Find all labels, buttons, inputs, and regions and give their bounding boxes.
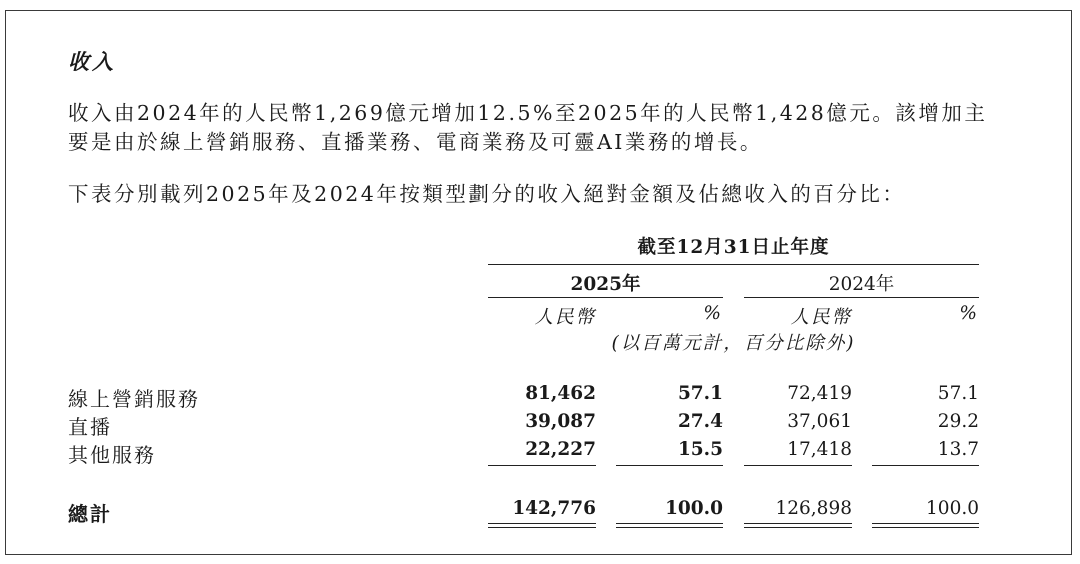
subtotal-rule bbox=[488, 465, 596, 466]
subtotal-rule bbox=[744, 465, 852, 466]
total-double-rule bbox=[872, 523, 979, 528]
cell-value: 72,419 bbox=[787, 383, 852, 404]
year-header-2024: 2024年 bbox=[828, 274, 895, 295]
row-label-live-streaming: 直播 bbox=[68, 415, 112, 439]
cell-value: 81,462 bbox=[525, 383, 596, 404]
row-label-other-services: 其他服務 bbox=[68, 443, 156, 467]
cell-value: 29.2 bbox=[937, 411, 979, 432]
total-double-rule bbox=[488, 523, 596, 528]
year-2025-underline bbox=[488, 297, 723, 298]
year-2024-underline bbox=[744, 297, 979, 298]
total-value: 142,776 bbox=[512, 498, 596, 519]
total-double-rule bbox=[616, 523, 723, 528]
year-header-2025: 2025年 bbox=[570, 274, 641, 295]
paragraph-line-1: 收入由2024年的人民幣1,269億元增加12.5%至2025年的人民幣1,428億元。該增加主 bbox=[68, 101, 988, 125]
cell-value: 13.7 bbox=[937, 439, 979, 460]
col-header-rmb-2025: 人民幣 bbox=[534, 307, 596, 328]
cell-value: 17,418 bbox=[787, 439, 852, 460]
cell-value: 27.4 bbox=[677, 411, 723, 432]
total-double-rule bbox=[744, 523, 852, 528]
col-header-pct-2025: % bbox=[703, 303, 723, 324]
total-value: 100.0 bbox=[926, 498, 979, 519]
row-label-online-marketing: 線上營銷服務 bbox=[68, 387, 200, 411]
section-heading: 收入 bbox=[68, 49, 116, 74]
row-label-total: 總計 bbox=[68, 502, 112, 526]
cell-value: 37,061 bbox=[787, 411, 852, 432]
unit-note: (以百萬元計，百分比除外) bbox=[611, 333, 856, 354]
period-underline bbox=[488, 264, 979, 265]
cell-value: 39,087 bbox=[525, 411, 596, 432]
period-header: 截至12月31日止年度 bbox=[637, 237, 830, 258]
cell-value: 57.1 bbox=[937, 383, 979, 404]
cell-value: 15.5 bbox=[677, 439, 723, 460]
paragraph-line-2: 要是由於線上營銷服務、直播業務、電商業務及可靈AI業務的增長。 bbox=[68, 130, 763, 154]
col-header-rmb-2024: 人民幣 bbox=[790, 307, 852, 328]
total-value: 126,898 bbox=[775, 498, 852, 519]
subtotal-rule bbox=[872, 465, 979, 466]
cell-value: 57.1 bbox=[677, 383, 723, 404]
total-value: 100.0 bbox=[665, 498, 723, 519]
paragraph-intro-table: 下表分別載列2025年及2024年按類型劃分的收入絕對金額及佔總收入的百分比： bbox=[68, 182, 906, 206]
cell-value: 22,227 bbox=[525, 439, 596, 460]
subtotal-rule bbox=[616, 465, 723, 466]
col-header-pct-2024: % bbox=[959, 303, 979, 324]
